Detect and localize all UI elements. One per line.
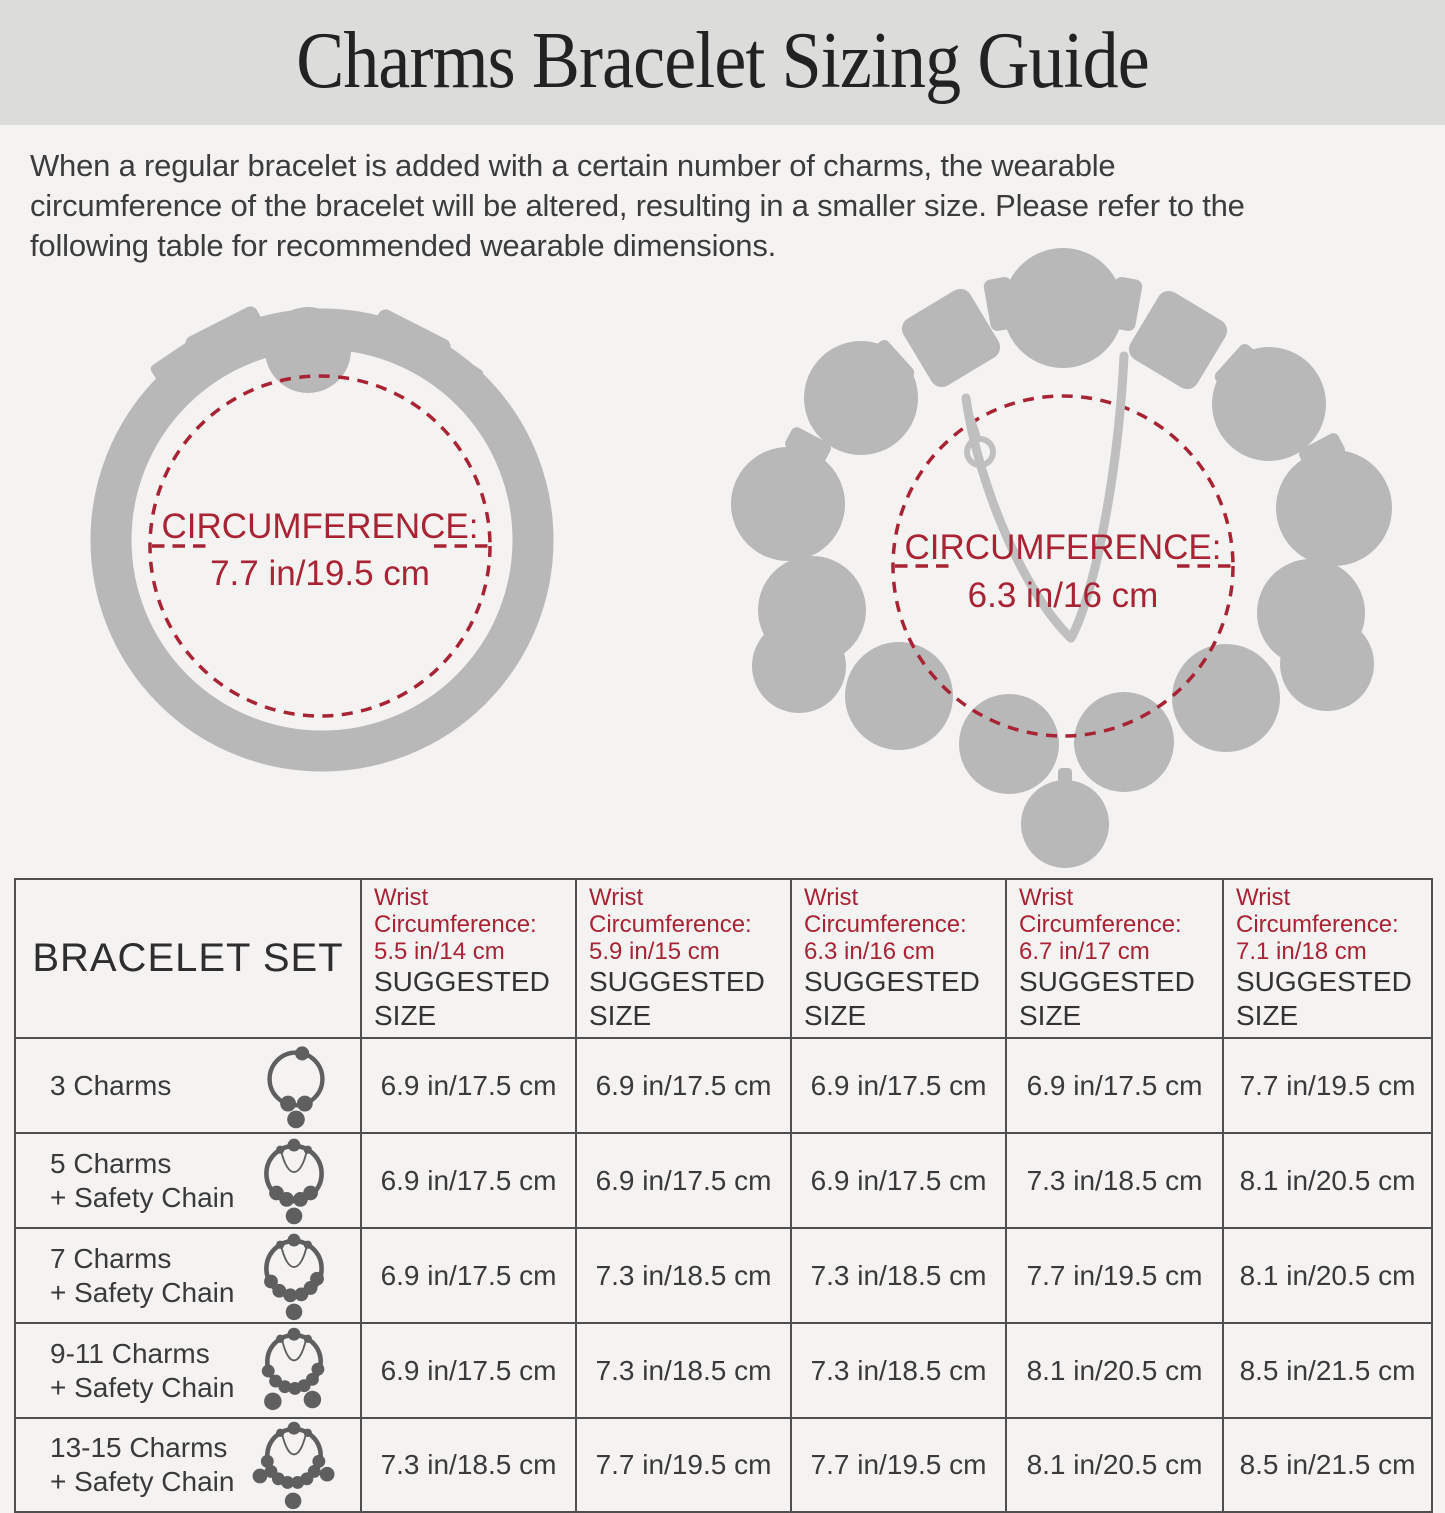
- circumference-label: CIRCUMFERENCE:: [904, 528, 1222, 567]
- set-label: 3 Charms: [50, 1069, 172, 1101]
- size-value: 6.9 in/17.5 cm: [791, 1133, 1006, 1228]
- size-value: 8.1 in/20.5 cm: [1223, 1133, 1432, 1228]
- set-label: 5 Charms: [50, 1147, 172, 1179]
- set-sublabel: + Safety Chain: [50, 1181, 235, 1213]
- table-row: [15, 1323, 1432, 1418]
- size-value: 7.3 in/18.5 cm: [791, 1323, 1006, 1418]
- size-value: 7.3 in/18.5 cm: [361, 1418, 576, 1512]
- wrist-size: 6.3 in/16 cm: [804, 938, 935, 965]
- bracelet-set-cell: [15, 1228, 361, 1323]
- suggested-size-label: SUGGESTED SIZE: [1236, 966, 1412, 1031]
- bracelet-set-header: BRACELET SET: [15, 879, 361, 1038]
- circumference-label: CIRCUMFERENCE:: [161, 507, 479, 546]
- intro-line-2: circumference of the bracelet will be altered, resulting in a smaller size. Please refer to the: [30, 188, 1245, 223]
- size-value: 8.5 in/21.5 cm: [1223, 1418, 1432, 1512]
- size-value: 7.7 in/19.5 cm: [791, 1418, 1006, 1512]
- charm-bracelet-diagram: [726, 276, 1400, 876]
- size-value: 6.9 in/17.5 cm: [361, 1228, 576, 1323]
- suggested-size-label: SUGGESTED SIZE: [589, 966, 765, 1031]
- size-value: 6.9 in/17.5 cm: [576, 1133, 791, 1228]
- wrist-column-header-1: [361, 879, 576, 1038]
- bracelet-set-cell: [15, 1038, 361, 1133]
- table-row: [15, 1228, 1432, 1323]
- suggested-size-label: SUGGESTED SIZE: [1019, 966, 1195, 1031]
- set-sublabel: + Safety Chain: [50, 1276, 235, 1308]
- wrist-column-header-5: [1223, 879, 1432, 1038]
- table-row: [15, 1133, 1432, 1228]
- wrist-column-header-2: [576, 879, 791, 1038]
- circumference-value: 7.7 in/19.5 cm: [210, 554, 430, 593]
- bracelet-set-cell: [15, 1323, 361, 1418]
- table-row: [15, 1418, 1432, 1512]
- wrist-circumference-label: Wrist Circumference:: [1236, 884, 1399, 938]
- wrist-circumference-label: Wrist Circumference:: [589, 884, 752, 938]
- bracelet-5-charms-safety-chain-icon: [252, 1135, 336, 1227]
- size-value: 7.3 in/18.5 cm: [791, 1228, 1006, 1323]
- size-value: 7.7 in/19.5 cm: [576, 1418, 791, 1512]
- size-value: 7.3 in/18.5 cm: [1006, 1133, 1223, 1228]
- wrist-circumference-label: Wrist Circumference:: [804, 884, 967, 938]
- bracelet-13-15-charms-safety-chain-icon: [252, 1419, 336, 1511]
- wrist-column-header-4: [1006, 879, 1223, 1038]
- size-value: 6.9 in/17.5 cm: [576, 1038, 791, 1133]
- bracelet-set-cell: [15, 1418, 361, 1512]
- wrist-size: 5.5 in/14 cm: [374, 938, 505, 965]
- intro-paragraph: [30, 146, 1430, 266]
- suggested-size-label: SUGGESTED SIZE: [804, 966, 980, 1031]
- title-banner: [0, 0, 1445, 125]
- suggested-size-label: SUGGESTED SIZE: [374, 966, 550, 1031]
- size-value: 7.7 in/19.5 cm: [1006, 1228, 1223, 1323]
- circumference-value: 6.3 in/16 cm: [967, 576, 1159, 615]
- plain-bracelet-diagram: [58, 288, 606, 780]
- size-value: 6.9 in/17.5 cm: [361, 1323, 576, 1418]
- table-row: [15, 1038, 1432, 1133]
- intro-line-3: following table for recommended wearable dimensions.: [30, 228, 777, 263]
- size-value: 8.5 in/21.5 cm: [1223, 1323, 1432, 1418]
- wrist-size: 6.7 in/17 cm: [1019, 938, 1150, 965]
- size-value: 8.1 in/20.5 cm: [1006, 1323, 1223, 1418]
- set-sublabel: + Safety Chain: [50, 1371, 235, 1403]
- sizing-table: [14, 878, 1433, 1513]
- size-value: 6.9 in/17.5 cm: [361, 1038, 576, 1133]
- wrist-size: 5.9 in/15 cm: [589, 938, 720, 965]
- charm-beads-silhouette: [731, 248, 1392, 794]
- set-label: 13-15 Charms: [50, 1432, 228, 1463]
- wrist-column-header-3: [791, 879, 1006, 1038]
- bracelet-set-cell: [15, 1133, 361, 1228]
- intro-line-1: When a regular bracelet is added with a certain number of charms, the wearable: [30, 148, 1116, 183]
- size-value: 6.9 in/17.5 cm: [1006, 1038, 1223, 1133]
- wrist-circumference-label: Wrist Circumference:: [374, 884, 537, 938]
- wrist-size: 7.1 in/18 cm: [1236, 938, 1367, 965]
- page-title: Charms Bracelet Sizing Guide: [296, 17, 1149, 105]
- set-label: 7 Charms: [50, 1242, 172, 1274]
- size-value: 8.1 in/20.5 cm: [1006, 1418, 1223, 1512]
- size-value: 7.7 in/19.5 cm: [1223, 1038, 1432, 1133]
- size-value: 7.3 in/18.5 cm: [576, 1228, 791, 1323]
- size-value: 7.3 in/18.5 cm: [576, 1323, 791, 1418]
- size-value: 6.9 in/17.5 cm: [791, 1038, 1006, 1133]
- bracelet-9-11-charms-safety-chain-icon: [252, 1325, 336, 1417]
- clasp-ball-icon: [265, 307, 351, 393]
- bracelet-3-charms-icon: [256, 1042, 336, 1130]
- set-label: 9-11 Charms: [50, 1337, 210, 1369]
- wrist-circumference-label: Wrist Circumference:: [1019, 884, 1182, 938]
- size-value: 6.9 in/17.5 cm: [361, 1133, 576, 1228]
- bracelet-7-charms-safety-chain-icon: [252, 1230, 336, 1322]
- size-value: 8.1 in/20.5 cm: [1223, 1228, 1432, 1323]
- set-sublabel: + Safety Chain: [50, 1466, 235, 1497]
- table-header-row: [15, 879, 1432, 1038]
